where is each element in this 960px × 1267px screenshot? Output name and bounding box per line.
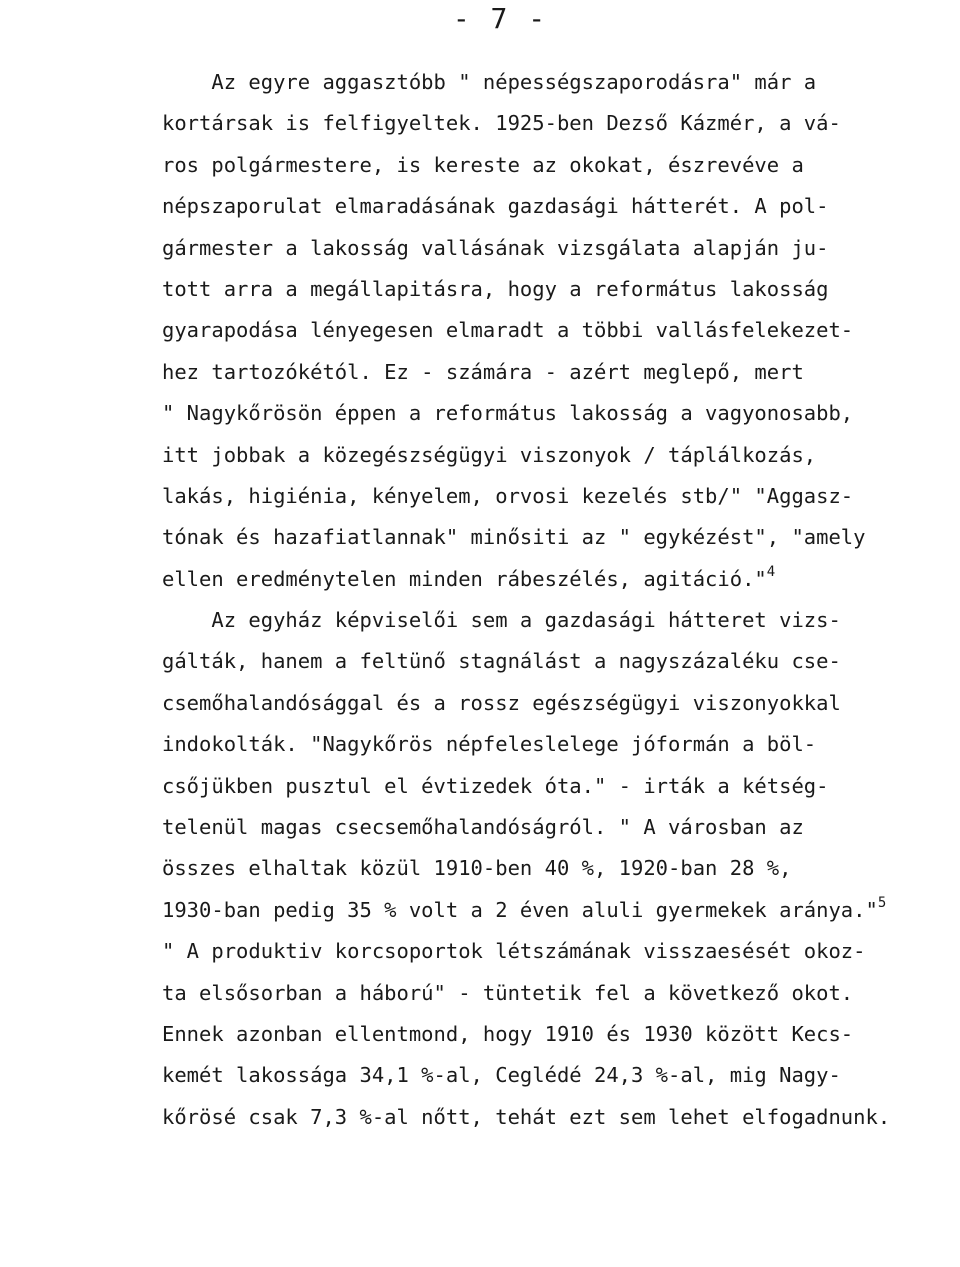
- text-line-content: csőjükben pusztul el évtizedek óta." - irták a kétség-: [162, 773, 829, 798]
- text-line: [162, 807, 902, 848]
- text-line: [162, 269, 902, 310]
- text-line-content: tónak és hazafiatlannak" minősiti az " egykézést", "amely: [162, 525, 866, 550]
- text-line-content: " Nagykőrösön éppen a református lakosság a vagyonosabb,: [162, 401, 854, 426]
- text-line: [162, 931, 902, 972]
- text-line-content: lakás, higiénia, kényelem, orvosi kezelés stb/" "Aggasz-: [162, 483, 854, 508]
- text-line-content: kőrösé csak 7,3 %-al nőtt, tehát ezt sem lehet elfogadnunk.: [162, 1104, 891, 1129]
- text-line-content: gálták, hanem a feltünő stagnálást a nagyszázaléku cse-: [162, 649, 841, 674]
- text-line-content: összes elhaltak közül 1910-ben 40 %, 1920-ban 28 %,: [162, 856, 792, 881]
- text-line-content: ta elsősorban a háború" - tüntetik fel a következő okot.: [162, 980, 854, 1005]
- text-line-content: telenül magas csecsemőhalandóságról. " A városban az: [162, 815, 804, 840]
- text-line: [162, 600, 902, 641]
- text-line: [162, 393, 902, 434]
- text-line: [162, 435, 902, 476]
- text-line: [162, 641, 902, 682]
- text-line-content: csemőhalandósággal és a rossz egészségügyi viszonyokkal: [162, 690, 841, 715]
- text-line-content: Ennek azonban ellentmond, hogy 1910 és 1930 között Kecs-: [162, 1021, 854, 1046]
- text-line: [162, 145, 902, 186]
- text-line-content: gármester a lakosság vallásának vizsgálata alapján ju-: [162, 235, 829, 260]
- text-line: [162, 352, 902, 393]
- text-line: [162, 186, 902, 227]
- text-line: [162, 890, 902, 931]
- footnote-marker: 4: [766, 563, 776, 580]
- text-line-content: hez tartozókétól. Ez - számára - azért meglepő, mert: [162, 359, 804, 384]
- text-line: [162, 724, 902, 765]
- text-line: [162, 228, 902, 269]
- text-line: [162, 517, 902, 558]
- text-line-content: itt jobbak a közegészségügyi viszonyok / táplálkozás,: [162, 442, 817, 467]
- text-line-content: 1930-ban pedig 35 % volt a 2 éven aluli gyermekek aránya.": [162, 897, 878, 922]
- text-line: [162, 559, 902, 600]
- text-line-content: kemét lakossága 34,1 %-al, Ceglédé 24,3 %-al, mig Nagy-: [162, 1063, 841, 1088]
- text-line: [162, 310, 902, 351]
- text-line-content: Az egyre aggasztóbb " népességszaporodásra" már a: [162, 70, 817, 94]
- page-number: - 7 -: [452, 2, 548, 35]
- text-line-content: indokolták. "Nagykőrös népfeleslelege jóformán a böl-: [162, 732, 817, 757]
- text-line: [162, 1014, 902, 1055]
- text-line: [162, 973, 902, 1014]
- text-line-content: népszaporulat elmaradásának gazdasági hátterét. A pol-: [162, 194, 829, 219]
- text-line: [162, 848, 902, 889]
- text-line: [162, 1055, 902, 1096]
- text-line-content: ellen eredménytelen minden rábeszélés, agitáció.": [162, 566, 767, 591]
- text-line: [162, 476, 902, 517]
- text-line-content: kortársak is felfigyeltek. 1925-ben Dezső Kázmér, a vá-: [162, 111, 841, 136]
- text-line-content: ros polgármestere, is kereste az okokat, észrevéve a: [162, 152, 804, 177]
- body-text: [162, 62, 902, 1138]
- text-line: [162, 766, 902, 807]
- text-line: [162, 683, 902, 724]
- text-line-content: gyarapodása lényegesen elmaradt a többi vallásfelekezet-: [162, 318, 854, 343]
- footnote-marker: 5: [877, 894, 887, 911]
- text-line: [162, 1097, 902, 1138]
- text-line-content: Az egyház képviselői sem a gazdasági hátteret vizs-: [162, 608, 841, 633]
- text-line: [162, 62, 902, 103]
- text-line-content: " A produktiv korcsoportok létszámának visszaesését okoz-: [162, 939, 866, 964]
- text-line-content: tott arra a megállapitásra, hogy a református lakosság: [162, 276, 829, 301]
- text-line: [162, 103, 902, 144]
